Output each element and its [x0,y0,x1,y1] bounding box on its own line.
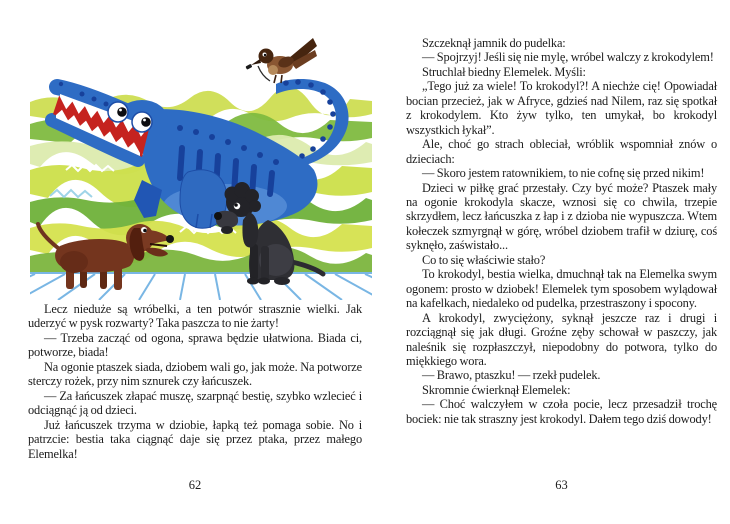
paragraph: — Trzeba zacząć od ogona, sprawa będzie ułatwiona. Biada ci, potworze, biada! [28,330,362,360]
poodle-nose [214,212,222,220]
paragraph: Na ogonie ptaszek siada, dziobem wali go, jak może. Na potworze sterczy rożek, przy nim sznurek czy łańcuszek. [28,359,362,389]
paragraph: Struchlał biedny Elemelek. Myśli: [422,64,586,79]
left-page-number: 62 [188,478,202,492]
sparrow-breast [268,65,278,75]
dachshund-haunch [60,251,88,273]
poodle-chin [221,226,233,234]
dachshund-eye [143,229,147,233]
paragraph: — Brawo, ptaszku! — rzekł pudelek. [422,368,601,383]
paragraph: To krokodyl, bestia wielka, dmuchnął tak na Elemelka swym ogonem: prosto w dziobek! Elemelek tym sposobem wylądował na kafelkach, niedaleko od pudelka, przestraszony i spocony. [406,267,717,311]
paragraph: — Za łańcuszek złapać muszę, szarpnąć bestię, szybko wzlecieć i odciągnąć ją od dzieci. [28,388,362,418]
crocodile-illustration [30,20,372,300]
paragraph: — Skoro jestem ratownikiem, to nie cofnę się przed nikim! [422,166,705,181]
sparrow-head [259,49,274,64]
paragraph: Co to się właściwie stało? [422,252,546,267]
paragraph: Skromnie ćwierknął Elemelek: [422,382,571,397]
paragraph: Szczeknął jamnik do pudelka: [422,36,566,50]
wave-squiggle [50,190,92,197]
paragraph: A krokodyl, zwyciężony, syknął jeszcze raz i drugi i rozciągnął się jak długi. Groźne zęby schował w paszczy, jak naleśnik się rozpłaszczył, niepodobny do potwora, tylko do miękkiego wora. [406,310,717,368]
right-page-number: 63 [555,478,568,492]
paragraph: Ale, choć go strach obleciał, wróblik wspomniał znów o dzieciach: [406,137,717,166]
right-page-text [406,36,717,426]
left-page-text [28,302,362,461]
sparrow-eye [264,54,266,56]
paragraph: — Choć walczyłem w czoła pocie, lecz przesadził trochę bociek: nie tak straszny jest krokodyl. Dałem tego dziś dowody! [406,397,717,426]
peg [245,64,252,70]
paragraph: Już łańcuszek trzyma w dziobie, łapką też pomaga sobie. No i patrzcie: bestia taka ciągnąć daje się przez ptaka, przez małego Elemelka! [28,417,362,461]
poodle-leg [250,244,258,280]
poodle-leg [261,246,269,280]
paragraph: Lecz nieduże są wróbelki, a ten potwór strasznie wielki. Jak uderzyć w pysk rozwarty? Taka paszcza to nie żarty! [28,302,362,331]
paragraph: Dzieci w piłkę grać przestały. Czy być może? Ptaszek mały na ogonie krokodyla skacze, wznosi się co chwila, trzepie skrzydłem, lecz łańcuszka z łap i z dzioba nie wypuszcza. Wtem kołeczek szmyrgnął w górę, wróbel dziobem trafił w dziurę, coś syknęło, zaświstało... [406,180,717,253]
sparrow-beak [251,59,261,65]
sparrow [245,38,317,83]
dachshund-nose [166,235,174,243]
paragraph: — Spojrzyj! Jeśli się nie mylę, wróbel walczy z krokodylem! [422,50,714,65]
paragraph: „Tego już za wiele! To krokodyl?! A niechże cię! Opowiadał bocian przecież, jak w Afryce, gdzieś nad Nilem, raz się spotkał z krokodylem. Kto żyw tylko, ten umykał, bo krokodyl wszystkich łykał”. [406,79,717,137]
poodle-eye [234,203,238,207]
